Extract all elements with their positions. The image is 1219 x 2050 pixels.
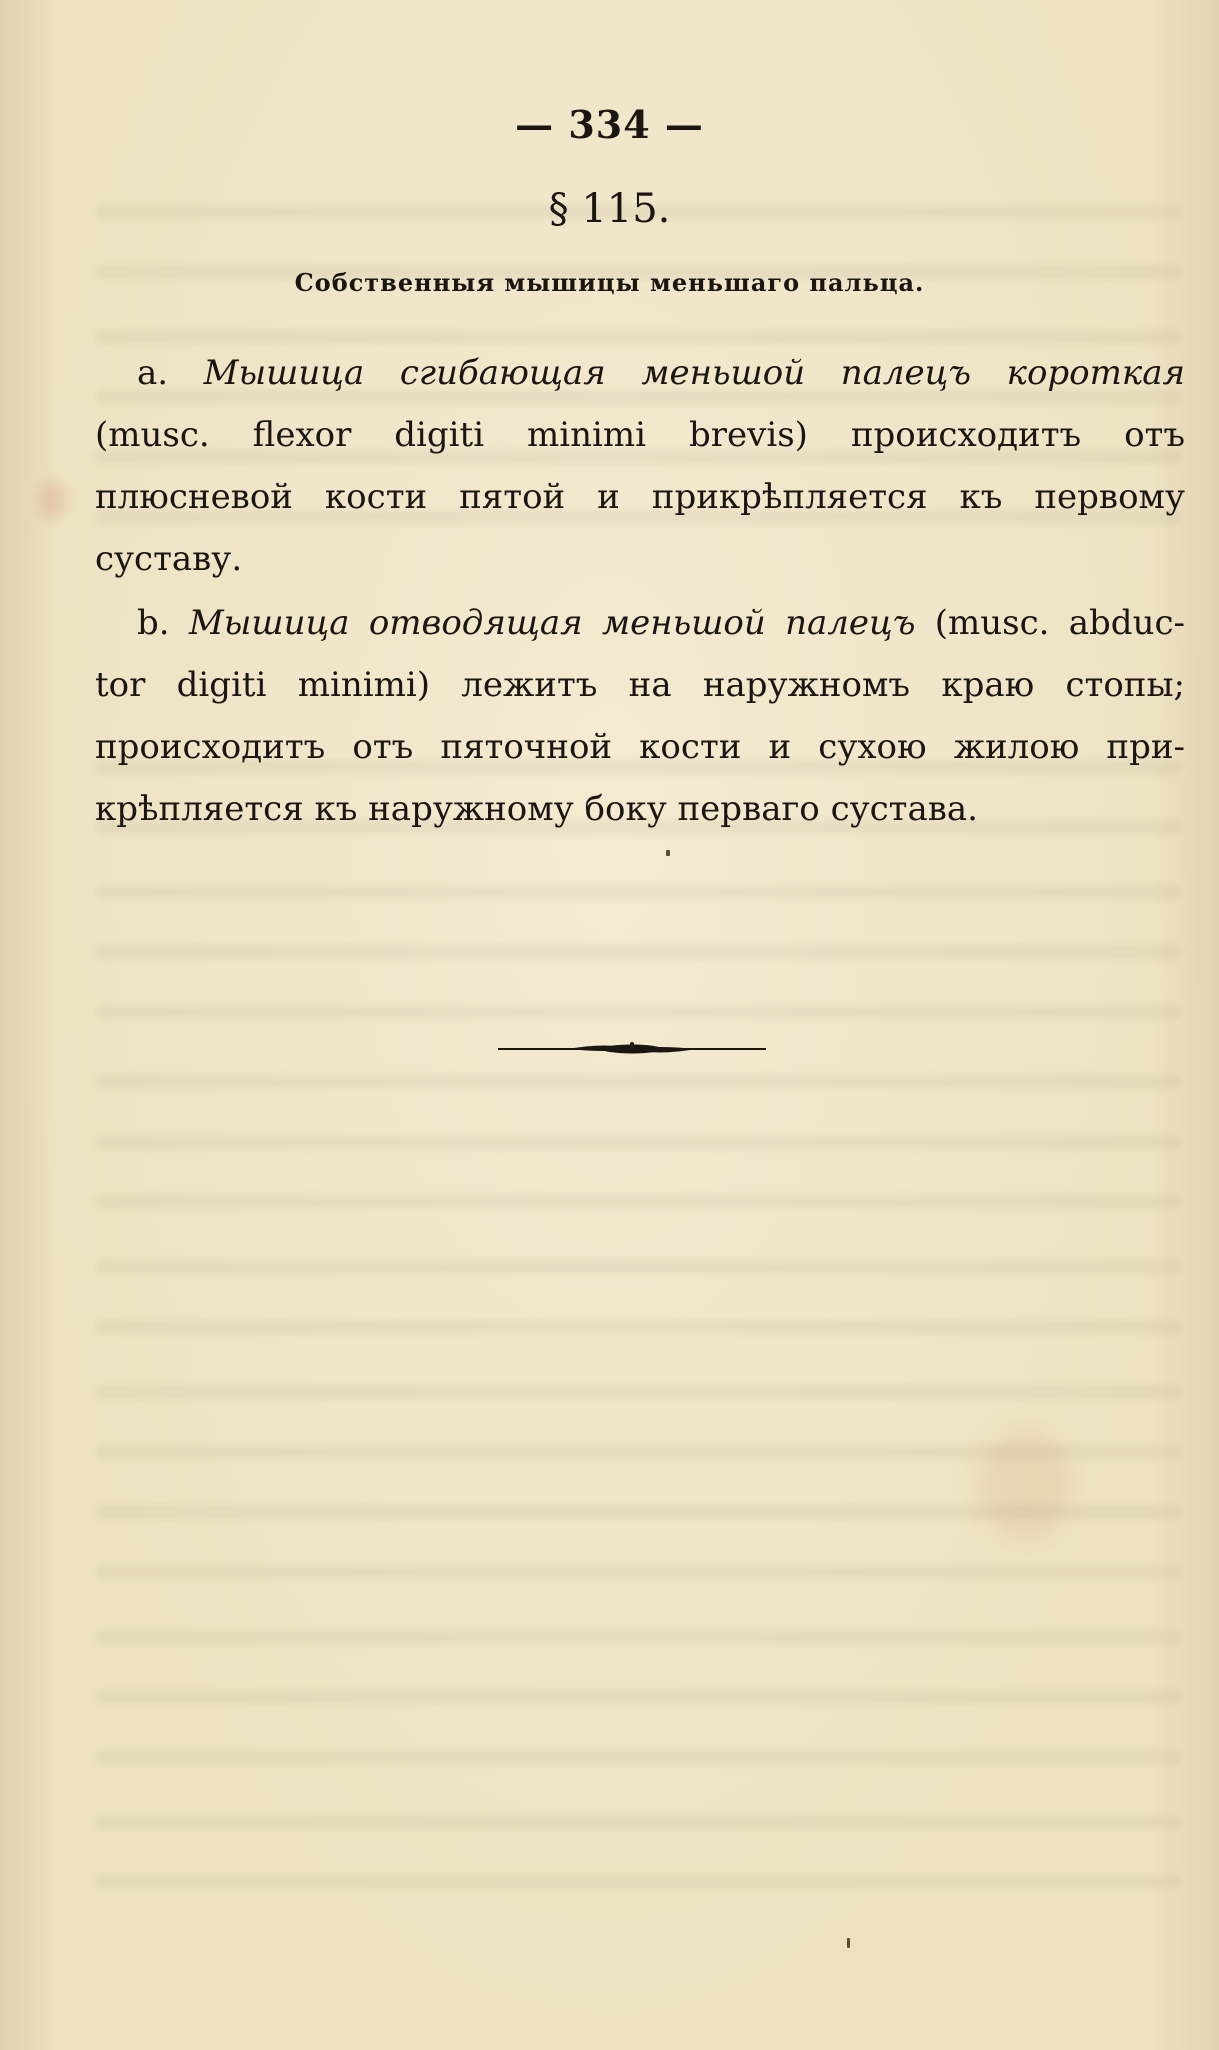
paragraph-b-line-1: [95, 592, 1185, 654]
paragraph-b-marker: b.: [137, 603, 170, 643]
bleed-through-line: [95, 885, 1180, 899]
bleed-through-line: [95, 1135, 1180, 1149]
paragraph-a-line-2: (musc. flexor digiti minimi brevis) происходитъ отъ: [95, 415, 1185, 455]
paragraph-b-line-2: tor digiti minimi) лежитъ на наружномъ краю стопы;: [95, 665, 1185, 705]
bleed-through-line: [95, 1005, 1180, 1019]
paragraph-b-line-3: происходитъ отъ пяточной кости и сухою жилою при-: [95, 727, 1185, 767]
bleed-through-line: [95, 1750, 1180, 1764]
paragraph-b-term: Мышица отводящая меньшой палецъ: [188, 603, 916, 643]
bleed-through-line: [95, 1690, 1180, 1704]
paragraph-a-marker: a.: [137, 353, 169, 393]
section-title: Собственныя мышицы меньшаго пальца.: [294, 268, 925, 297]
bleed-through-line: [95, 1385, 1180, 1399]
ink-speck: [666, 850, 670, 856]
ink-speck: [847, 1938, 850, 1948]
paper-stain: [38, 480, 66, 520]
paragraph-b: [95, 592, 1185, 840]
paragraph-a-line-4: суставу.: [95, 539, 243, 579]
bleed-through-line: [95, 1875, 1180, 1889]
ornament-rule-icon: [498, 1040, 766, 1058]
bleed-through-line: [95, 1630, 1180, 1644]
paragraph-a-line-1: [95, 342, 1185, 404]
paragraph-b-line-1-rest: (musc. abduc-: [934, 603, 1185, 643]
paragraph-a-term: Мышица сгибающая меньшой палецъ короткая: [203, 353, 1185, 393]
bleed-through-line: [95, 1075, 1180, 1089]
bleed-through-line: [95, 1260, 1180, 1274]
page-number: — 334 —: [515, 102, 704, 147]
bleed-through-line: [95, 1565, 1180, 1579]
section-number: § 115.: [548, 186, 671, 232]
bleed-through-line: [95, 1195, 1180, 1209]
bleed-through-line: [95, 1815, 1180, 1829]
paragraph-a: [95, 342, 1185, 590]
bleed-through-line: [95, 1320, 1180, 1334]
paragraph-b-line-4: крѣпляется къ наружному боку перваго сустава.: [95, 789, 978, 829]
paragraph-a-line-3: плюсневой кости пятой и прикрѣпляется къ первому: [95, 477, 1185, 517]
paper-stain: [980, 1430, 1070, 1540]
bleed-through-line: [95, 945, 1180, 959]
